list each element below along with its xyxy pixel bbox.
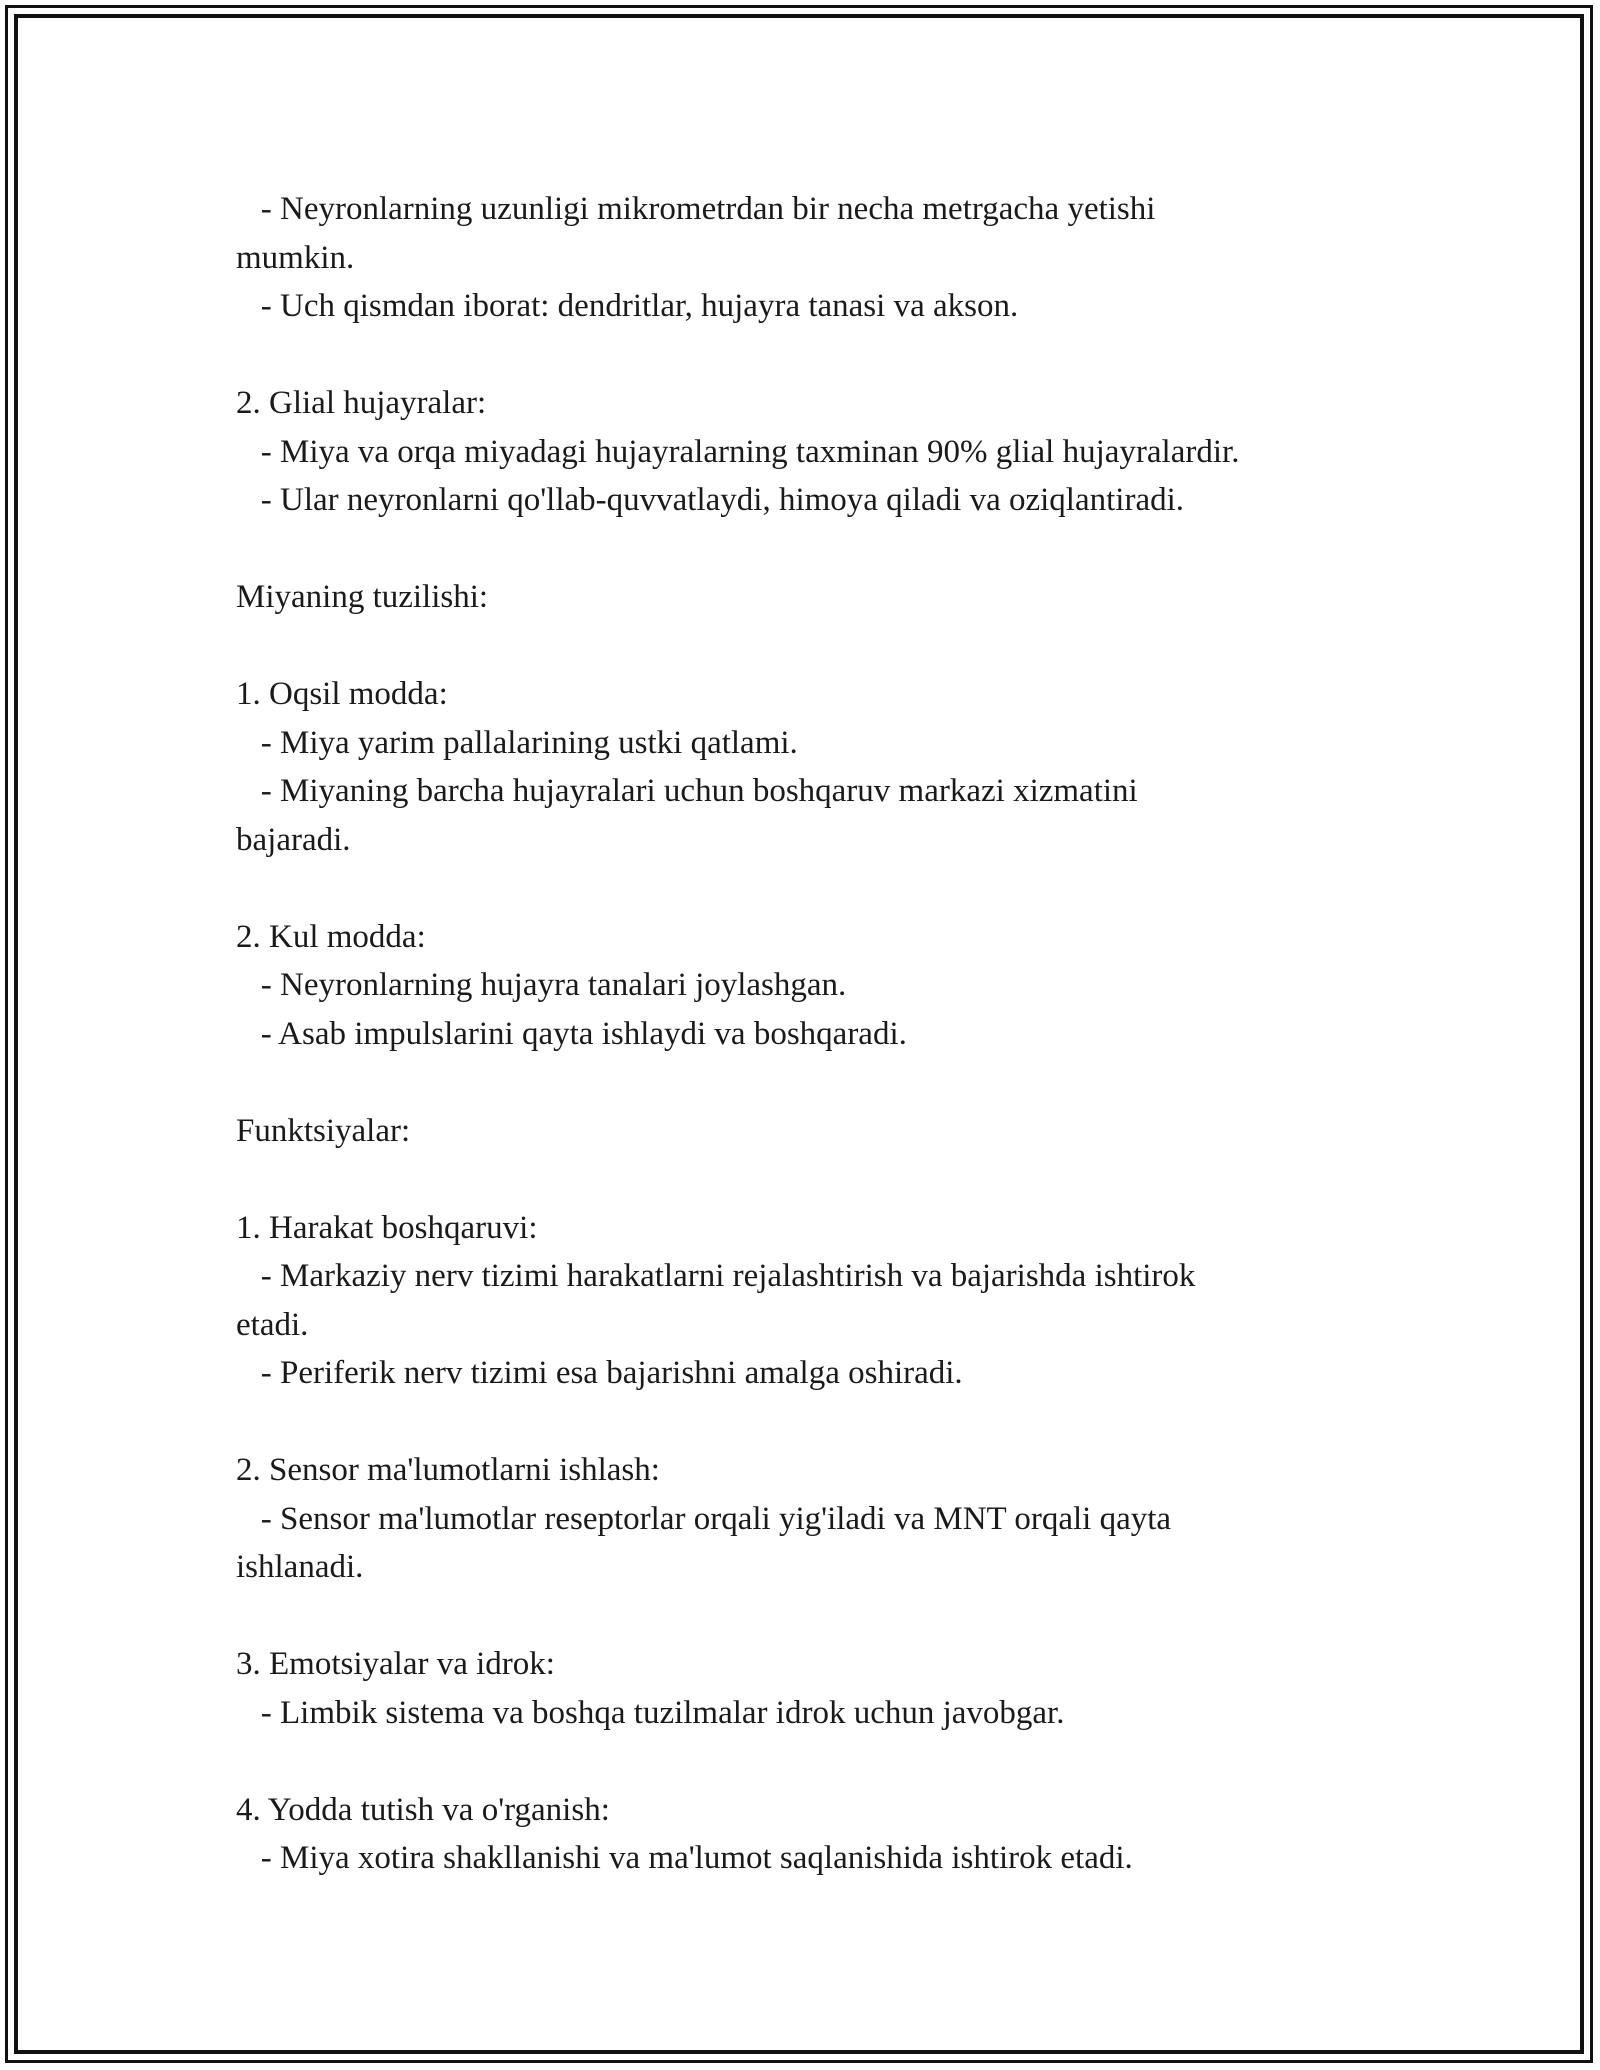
text-line: - Asab impulslarini qayta ishlaydi va boshqaradi. — [236, 1015, 907, 1052]
blank-line — [236, 1398, 1376, 1447]
text-line: - Miya va orqa miyadagi hujayralarning taxminan 90% glial hujayralardir. — [236, 433, 1240, 470]
blank-line — [236, 1155, 1376, 1204]
text-line: - Periferik nerv tizimi esa bajarishni amalga oshiradi. — [236, 1355, 963, 1391]
list-heading: 1. Oqsil modda: — [236, 676, 448, 712]
text-line: - Ular neyronlarni qo'llab-quvvatlaydi, himoya qiladi va oziqlantiradi. — [236, 482, 1185, 518]
list-heading: 3. Emotsiyalar va idrok: — [236, 1646, 555, 1682]
blank-line — [236, 1592, 1376, 1641]
text-line: - Miyaning barcha hujayralari uchun boshqaruv markazi xizmatini — [236, 773, 1138, 809]
text-line: - Limbik sistema va boshqa tuzilmalar idrok uchun javobgar. — [236, 1694, 1065, 1731]
blank-line — [236, 331, 1376, 380]
list-heading: 2. Kul modda: — [236, 918, 426, 955]
blank-line — [236, 1058, 1376, 1107]
blank-line — [236, 622, 1376, 671]
text-line: mumkin. — [236, 239, 355, 276]
text-line: - Miya yarim pallalarining ustki qatlami. — [236, 724, 798, 761]
list-heading: 2. Glial hujayralar: — [236, 385, 487, 421]
list-heading: 4. Yodda tutish va o'rganish: — [236, 1791, 610, 1828]
text-line: - Neyronlarning uzunligi mikrometrdan bir necha metrgacha yetishi — [236, 191, 1156, 227]
text-line: ishlanadi. — [236, 1549, 364, 1585]
text-line: - Neyronlarning hujayra tanalari joylashgan. — [236, 967, 847, 1003]
blank-line — [236, 525, 1376, 574]
list-heading: 2. Sensor ma'lumotlarni ishlash: — [236, 1452, 660, 1488]
document-body — [236, 185, 1376, 1883]
blank-line — [236, 864, 1376, 913]
text-line: - Uch qismdan iborat: dendritlar, hujayra tanasi va akson. — [236, 288, 1019, 324]
text-line: etadi. — [236, 1306, 309, 1343]
text-line: - Miya xotira shakllanishi va ma'lumot saqlanishida ishtirok etadi. — [236, 1840, 1133, 1876]
text-line: bajaradi. — [236, 821, 351, 858]
text-line: - Sensor ma'lumotlar reseptorlar orqali yig'iladi va MNT orqali qayta — [236, 1500, 1172, 1537]
list-heading: 1. Harakat boshqaruvi: — [236, 1209, 538, 1246]
blank-line — [236, 1737, 1376, 1786]
section-heading: Funktsiyalar: — [236, 1112, 411, 1149]
section-heading: Miyaning tuzilishi: — [236, 579, 489, 615]
text-line: - Markaziy nerv tizimi harakatlarni rejalashtirish va bajarishda ishtirok — [236, 1258, 1196, 1294]
